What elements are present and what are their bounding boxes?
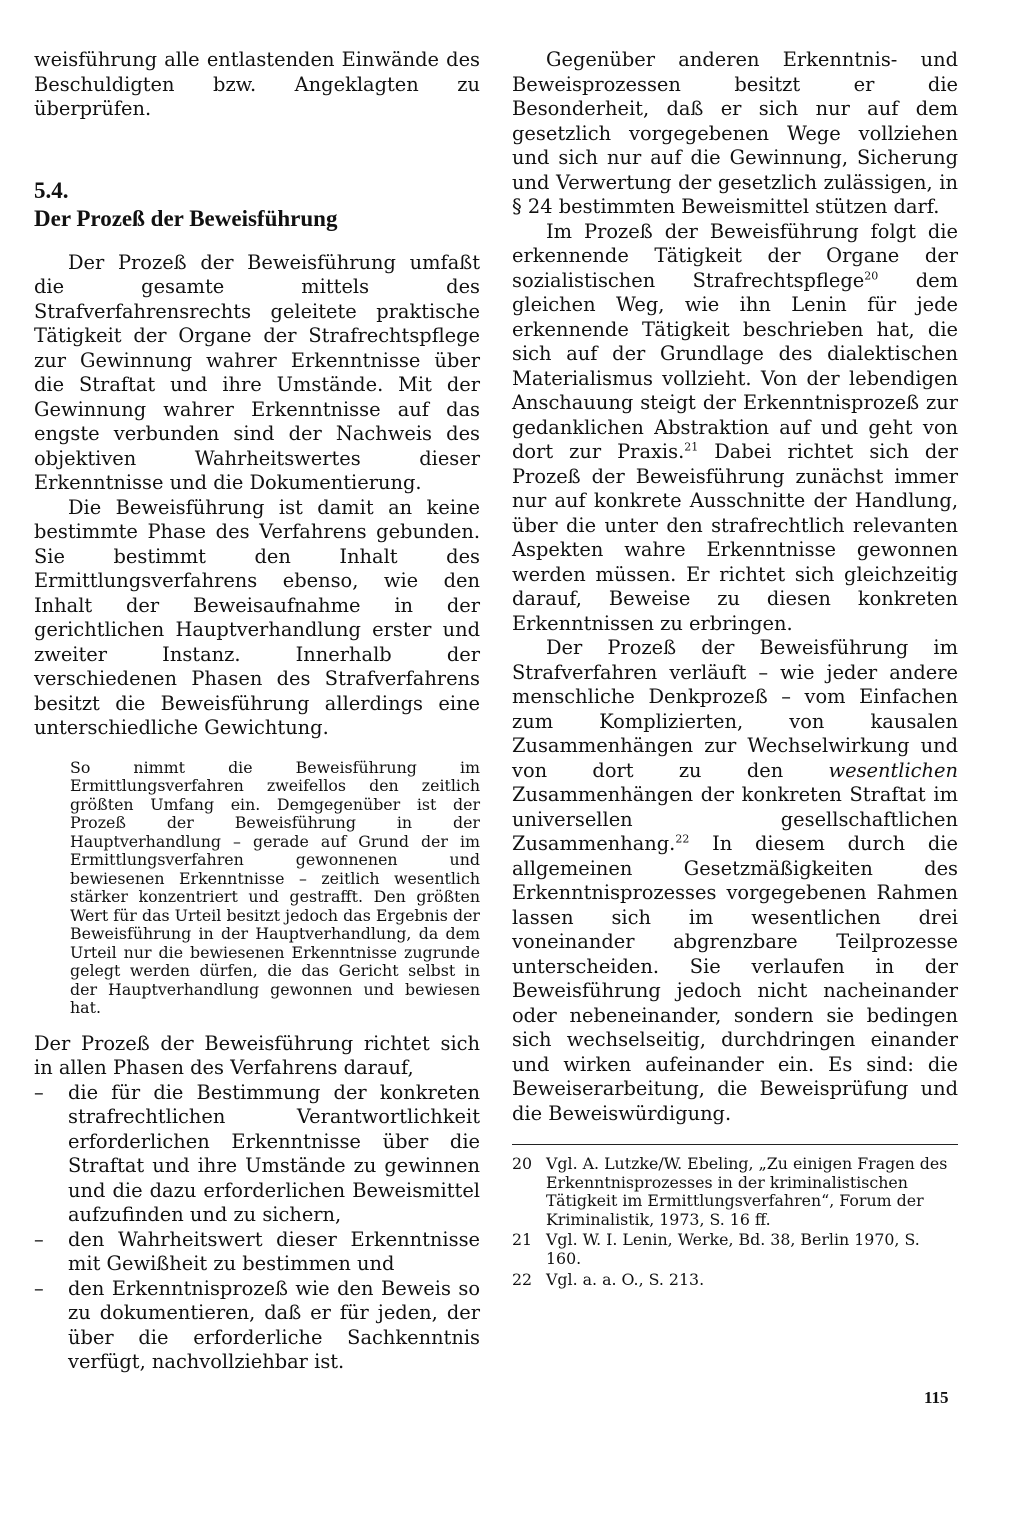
text-run: dem gleichen Weg, wie ihn Lenin für jede erkennende Tätigkeit beschrieben hat, die sich auf der Grundlage des dialektischen Materialismus vollzieht. Von der lebendigen Anschauung steigt der Erkenntnisprozeß zur gedanklichen Abstraktion auf und geht von dort zur Praxis. [512,268,958,463]
dash-list [34,1081,480,1375]
footnote-divider [512,1144,958,1145]
list-item: – den Wahrheitswert dieser Erkenntnisse mit Gewißheit zu bestimmen und [34,1228,480,1277]
small-print-block [34,759,480,1018]
section-number: 5.4. [34,177,69,203]
paragraph [512,636,958,1126]
continued-text: weisführung alle entlastenden Einwände des Beschuldigten bzw. Angeklagten zu überprüfen. [34,48,480,120]
footnotes [512,1155,958,1289]
left-column [34,48,480,1375]
footnote-number: 22 [512,1269,533,1289]
footnote-ref: 22 [675,832,690,846]
emphasis: wesentlichen [828,758,958,782]
footnote-text: Vgl. a. a. O., S. 213. [546,1269,705,1289]
footnote [512,1231,958,1268]
footnote-ref: 21 [684,440,699,454]
footnote [512,1271,958,1290]
list-item: – den Erkenntnisprozeß wie den Beweis so zu dokumentieren, daß er für jeden, der über die erforderliche Sachkenntnis verfügt, nachvollziehbar ist. [34,1277,480,1375]
text-run: Zusammenhängen der konkreten Straftat im universellen gesellschaftlichen Zusammenhang. [512,783,958,855]
text-run: Im Prozeß der Beweisführung folgt die erkennende Tätigkeit der Organe der sozialistischen Strafrechtspflege [512,219,958,292]
right-column [512,48,958,1291]
paragraph: Der Prozeß der Beweisführung richtet sich in allen Phasen des Verfahrens darauf, [34,1031,480,1079]
paragraph [512,220,958,637]
paragraph: Die Beweisführung ist damit an keine bestimmte Phase des Verfahrens gebunden. Sie bestimmt den Inhalt des Ermittlungsverfahrens ebenso, wie den Inhalt der Beweisaufnahme in der gerichtlichen Hauptverhandlung erster und zweiter Instanz. Innerhalb der verschiedenen Phasen des Strafverfahrens besitzt die Beweisführung allerdings eine unterschiedliche Gewichtung. [34,495,480,739]
footnote-ref: 20 [864,269,879,283]
section-title: Der Prozeß der Beweisführung [34,205,338,231]
footnote-number: 21 [512,1230,533,1250]
page-number: 115 [924,1388,949,1407]
footnote [512,1155,958,1229]
text-run: In diesem durch die allgemeinen Gesetzmäßigkeiten des Erkenntnisprozesses vorgegebenen Rahmen lassen sich im wesentlichen drei voneinander abgrenzbare Teilprozesse unterscheiden. Sie verlaufen in der Beweisführung jedoch nicht nacheinander oder nebeneinander, sondern sie bedingen sich wechselseitig, durchdringen einander und wirken aufeinander ein. Es sind: die Beweiserarbeitung, die Beweisprüfung und die Beweiswürdigung. [512,832,958,1125]
paragraph: Gegenüber anderen Erkenntnis- und Beweisprozessen besitzt er die Besonderheit, daß er sich nur auf dem gesetzlich vorgegebenen Wege vollziehen und sich nur auf die Gewinnung, Sicherung und Verwertung der gesetzlich zulässigen, in § 24 bestimmten Beweismittel stützen darf. [512,48,958,218]
footnote-text: Vgl. A. Lutzke/W. Ebeling, „Zu einigen Fragen des Erkenntnisprozesses in der kriminalistischen Tätigkeit im Ermittlungsverfahren“, Forum der Kriminalistik, 1973, S. 16 ff. [546,1154,948,1229]
footnote-number: 20 [512,1154,533,1173]
footnote-text: Vgl. W. I. Lenin, Werke, Bd. 38, Berlin 1970, S. 160. [546,1230,920,1268]
text-run: Dabei richtet sich der Prozeß der Beweisführung zunächst immer nur auf konkrete Ausschnitte der Handlung, über die unter den strafrechtlich relevanten Aspekten wahre Erkenntnisse gewonnen werden müssen. Er richtet sich gleichzeitig darauf, Beweise zu diesen konkreten Erkenntnissen zu erbringen. [512,440,958,635]
paragraph: Der Prozeß der Beweisführung umfaßt die gesamte mittels des Strafverfahrensrechts geleitete praktische Tätigkeit der Organe der Strafrechtspflege zur Gewinnung wahrer Erkenntnisse über die Straftat und ihre Umstände. Mit der Gewinnung wahrer Erkenntnisse auf das engste verbunden sind der Nachweis des objektiven Wahrheitswertes dieser Erkenntnisse und die Dokumentierung. [34,250,480,494]
small-print-text: So nimmt die Beweisführung im Ermittlungsverfahren zweifellos den zeitlich größten Umfang ein. Demgegenüber ist der Prozeß der Beweisführung in der Hauptverhandlung – gerade auf Grund der im Ermittlungsverfahren gewonnenen und bewiesenen Erkenntnisse – zeitlich wesentlich stärker konzentriert und gestrafft. Den größten Wert für das Urteil besitzt jedoch das Ergebnis der Beweisführung in der Hauptverhandlung, da dem Urteil nur die bewiesenen Erkenntnisse zugrunde gelegt werden dürfen, die das Gericht selbst in der Hauptverhandlung gewonnen und bewiesen hat. [70,757,480,1017]
text-run: Der Prozeß der Beweisführung im Strafverfahren verläuft – wie jeder andere menschliche Denkprozeß – vom Einfachen zum Komplizierten, von kausalen Zusammenhängen zur Wechselwirkung und von dort zu den [512,636,958,782]
list-item: – die für die Bestimmung der konkreten strafrechtlichen Verantwortlichkeit erforderlichen Erkenntnisse über die Straftat und ihre Umstände zu gewinnen und die dazu erforderlichen Beweismittel aufzufinden und zu sichern, [34,1081,480,1228]
